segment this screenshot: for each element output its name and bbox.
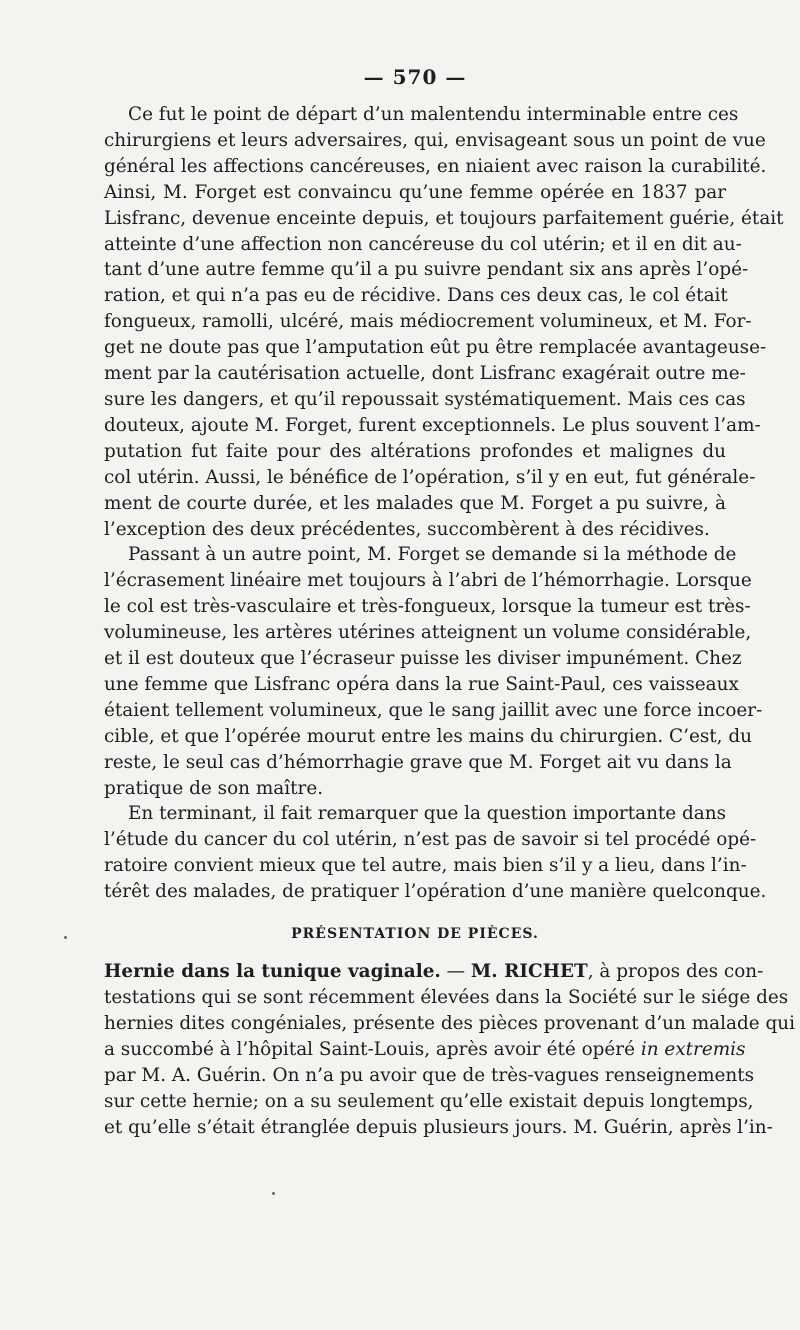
paragraph-line: étaient tellement volumineux, que le sang jaillit avec une force incoer- — [104, 699, 763, 721]
paragraph-line: sure les dangers, et qu’il repoussait systématiquement. Mais ces cas — [104, 388, 746, 410]
dash: — — [440, 961, 471, 983]
paragraph-line: Lisfranc, devenue enceinte depuis, et toujours parfaitement guérie, était — [104, 207, 784, 229]
paragraph-line: ment par la cautérisation actuelle, dont Lisfranc exagérait outre me- — [104, 363, 746, 385]
paragraph-line: une femme que Lisfranc opéra dans la rue Saint-Paul, ces vaisseaux — [104, 673, 739, 695]
paragraph-line: le col est très-vasculaire et très-fongueux, lorsque la tumeur est très- — [104, 596, 751, 618]
paragraph-line: Ainsi, M. Forget est convaincu qu’une femme opérée en 1837 par — [104, 181, 726, 203]
paragraph-line: Passant à un autre point, M. Forget se demande si la méthode de — [128, 544, 737, 566]
paragraph-line: atteinte d’une affection non cancéreuse du col utérin; et il en dit au- — [104, 233, 742, 255]
body-text — [104, 102, 784, 905]
paragraph — [104, 801, 767, 905]
paragraph — [104, 102, 784, 542]
paragraph-line: hernies dites congéniales, présente des pièces provenant d’un malade qui — [104, 1012, 795, 1034]
paragraph-line: l’exception des deux précédentes, succombèrent à des récidives. — [104, 518, 710, 540]
paragraph-line: pratique de son maître. — [104, 777, 324, 799]
paragraph-line: général les affections cancéreuses, en niaient avec raison la curabilité. — [104, 155, 767, 177]
paragraph — [104, 542, 763, 801]
paragraph-line: tant d’une autre femme qu’il a pu suivre pendant six ans après l’opé- — [104, 259, 749, 281]
section-heading: PRÉSENTATION DE PIÈCES. — [291, 926, 539, 943]
paragraph-line: douteux, ajoute M. Forget, furent exceptionnels. Le plus souvent l’am- — [104, 414, 761, 436]
line-text: a succombé à l’hôpital Saint-Louis, après avoir été opéré — [104, 1038, 635, 1060]
paragraph-line — [104, 959, 764, 985]
paragraph-line: reste, le seul cas d’hémorrhagie grave que M. Forget ait vu dans la — [104, 751, 732, 773]
paragraph-line: col utérin. Aussi, le bénéfice de l’opération, s’il y en eut, fut générale- — [104, 466, 756, 488]
paragraph-line: et il est douteux que l’écraseur puisse les diviser impunément. Chez — [104, 648, 742, 670]
page-content — [104, 60, 795, 1140]
paragraph-line: get ne doute pas que l’amputation eût pu être remplacée avantageuse- — [104, 337, 767, 359]
paragraph-line: cible, et que l’opérée mourut entre les mains du chirurgien. C’est, du — [104, 725, 752, 747]
paragraph-line: volumineuse, les artères utérines atteignent un volume considérable, — [104, 622, 752, 644]
paragraph-line: chirurgiens et leurs adversaires, qui, envisageant sous un point de vue — [104, 129, 766, 151]
paragraph-line: et qu’elle s’était étranglée depuis plusieurs jours. M. Guérin, après l’in- — [104, 1116, 773, 1138]
print-speck — [272, 1192, 275, 1195]
italic-phrase: in extremis — [640, 1038, 746, 1060]
paragraph-line: ratoire convient mieux que tel autre, mais bien s’il y a lieu, dans l’in- — [104, 855, 747, 877]
speaker-name: M. RICHET — [470, 961, 588, 983]
paragraph-line: térêt des malades, de pratiquer l’opération d’une manière quelconque. — [104, 881, 767, 903]
runin-title: Hernie dans la tunique vaginale. — [104, 961, 441, 983]
paragraph-line: En terminant, il fait remarquer que la question importante dans — [128, 803, 727, 825]
first-line-rest: , à propos des con- — [587, 961, 764, 983]
paragraph-line: sur cette hernie; on a su seulement qu’elle existait depuis longtemps, — [104, 1090, 754, 1112]
paragraph-line: putation fut faite pour des altérations profondes et malignes du — [104, 440, 726, 462]
page-number: — 570 — — [363, 65, 467, 89]
paragraph-line: fongueux, ramolli, ulcéré, mais médiocrement volumineux, et M. For- — [104, 311, 752, 333]
paragraph-line: l’écrasement linéaire met toujours à l’abri de l’hémorrhagie. Lorsque — [104, 570, 752, 592]
paragraph-line: testations qui se sont récemment élevées dans la Société sur le siége des — [104, 987, 789, 1008]
paragraph-line: ment de courte durée, et les malades que M. Forget a pu suivre, à — [104, 492, 726, 514]
paragraph-line: ration, et qui n’a pas eu de récidive. Dans ces deux cas, le col était — [104, 285, 728, 307]
paragraph-line — [104, 1037, 746, 1063]
paragraph-line: l’étude du cancer du col utérin, n’est pas de savoir si tel procédé opé- — [104, 829, 757, 851]
final-paragraph — [104, 959, 795, 1140]
print-speck — [64, 936, 67, 939]
paragraph-line: par M. A. Guérin. On n’a pu avoir que de très-vagues renseignements — [104, 1064, 755, 1086]
paragraph-line: Ce fut le point de départ d’un malentendu interminable entre ces — [128, 104, 739, 125]
